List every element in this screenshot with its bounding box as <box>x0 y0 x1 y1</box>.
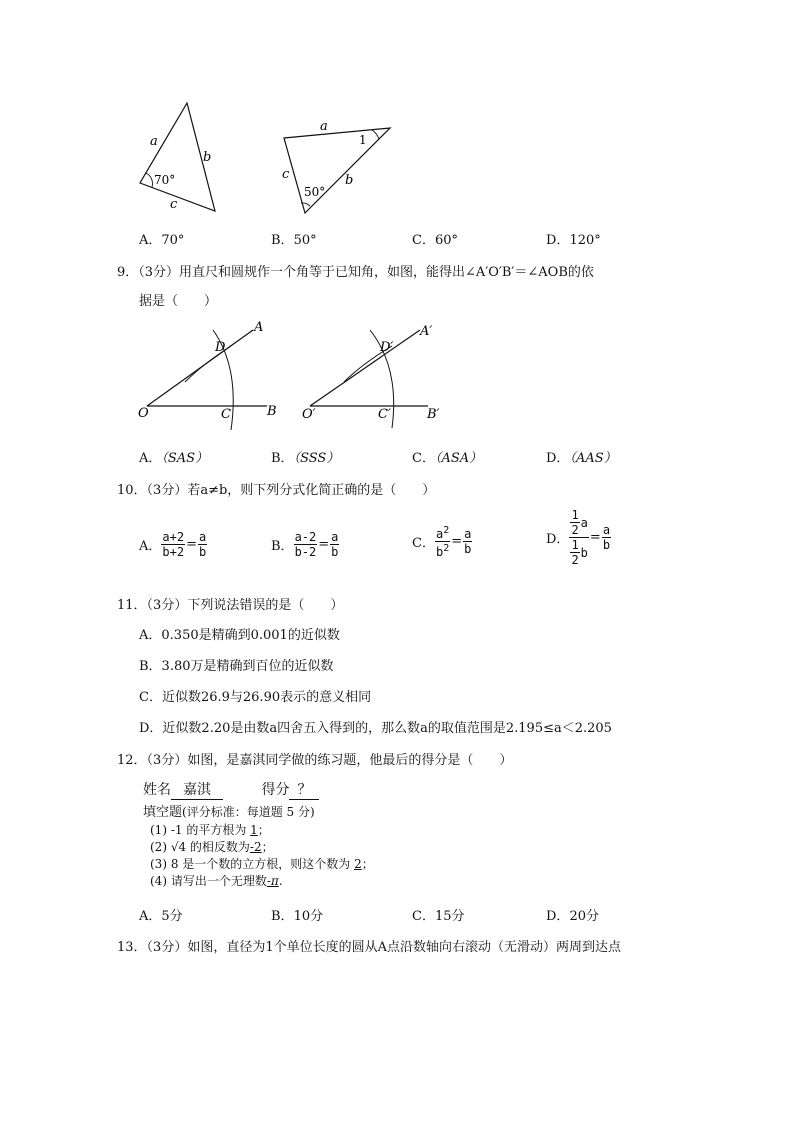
q12-score-label: 得分 <box>261 782 290 798</box>
q11-stem: 11．（3分）下列说法错误的是（ ） <box>117 598 344 613</box>
q8-figure-1 <box>130 95 230 220</box>
q9-fig1-D: D <box>215 340 226 355</box>
q9-stem-line2: 据是（ ） <box>139 294 218 309</box>
q8-figure-2 <box>275 118 400 218</box>
q12-option-c: C．15分 <box>412 909 465 924</box>
q8-option-a: A．70° <box>139 233 185 248</box>
q12-option-b: B．10分 <box>271 909 324 924</box>
q12-option-a: A．5分 <box>139 909 183 924</box>
q8-fig2-angle: 50° <box>304 185 326 199</box>
q12-card-title-row <box>143 801 315 820</box>
q12-score-value: ？ <box>289 779 319 800</box>
q9-fig1-C: C <box>221 407 231 422</box>
q8-fig1-side-b: b <box>203 150 212 165</box>
q12-card-name-row <box>143 779 319 800</box>
q10-option-a: A． $\frac{a+2}{b+2}$ = $\frac{a}{b}$ <box>139 530 207 559</box>
q10-option-c: C． $\frac{a^2}{b^2}$ = $\frac{a}{b}$ <box>412 525 472 559</box>
q8-fig1-side-a: a <box>150 134 158 149</box>
q9-fig2-B: B′ <box>427 407 440 422</box>
q9-stem-line1: 9．（3分）用直尺和圆规作一个角等于已知角，如图，能得出∠A′O′B′＝∠AOB的依 <box>117 265 594 280</box>
q9-fig1-A: A <box>254 320 264 335</box>
q12-card-item-4: (4) 请写出一个无理数-π. <box>150 874 283 888</box>
q9-fig1-O: O <box>138 406 149 421</box>
q10-option-d: D． 1 2 a 1 2 b = $\frac{a}{b}$ <box>546 508 611 567</box>
q9-option-b: B．（SSS） <box>271 451 340 466</box>
q12-card-title: 填空题 <box>143 805 183 820</box>
q8-fig1-side-c: c <box>170 197 178 212</box>
q9-figure-2 <box>300 318 450 433</box>
q12-card-rule: (评分标准：每道题 5 分) <box>182 805 315 819</box>
q8-option-b: B．50° <box>271 233 317 248</box>
q9-fig2-C: C′ <box>378 407 391 422</box>
q11-option-c: C．近似数26.9与26.90表示的意义相同 <box>139 690 372 705</box>
q11-option-a: A．0.350是精确到0.001的近似数 <box>139 628 340 643</box>
q11-option-d: D．近似数2.20是由数a四舍五入得到的，那么数a的取值范围是2.195≤a＜2.205 <box>139 721 612 736</box>
q8-fig2-side-c: c <box>282 167 290 182</box>
q9-option-c: C．（ASA） <box>412 451 483 466</box>
q9-fig2-A: A′ <box>420 324 433 339</box>
q11-option-b: B．3.80万是精确到百位的近似数 <box>139 659 334 674</box>
q9-fig1-B: B <box>267 404 277 419</box>
q8-option-d: D．120° <box>546 233 601 248</box>
q10-stem: 10．（3分）若a≠b，则下列分式化简正确的是（ ） <box>117 483 436 498</box>
q9-fig2-O: O′ <box>302 407 316 422</box>
q9-figure-1 <box>135 318 285 433</box>
q12-name-label: 姓名 <box>143 782 171 798</box>
q8-fig2-side-a: a <box>320 119 328 134</box>
q8-fig1-angle: 70° <box>154 173 176 187</box>
q12-card-item-1: (1) -1 的平方根为 1； <box>150 823 270 837</box>
q8-fig2-angle-1: 1 <box>359 133 367 147</box>
q9-fig2-D: D′ <box>380 340 394 355</box>
q10-option-b: B． $\frac{a-2}{b-2}$ = $\frac{a}{b}$ <box>271 530 339 559</box>
q12-card-item-3: (3) 8 是一个数的立方根，则这个数为 2； <box>150 857 374 871</box>
q8-option-c: C．60° <box>412 233 458 248</box>
q9-option-a: A．（SAS） <box>139 451 209 466</box>
q8-fig2-side-b: b <box>345 173 354 188</box>
q12-option-d: D．20分 <box>546 909 599 924</box>
q13-stem: 13．（3分）如图，直径为1个单位长度的圆从A点沿数轴向右滚动（无滑动）两周到达点 <box>117 940 621 955</box>
q12-name-value: 嘉淇 <box>171 779 223 800</box>
q12-card-item-2: (2) √4 的相反数为-2； <box>150 840 274 854</box>
q12-stem: 12．（3分）如图，是嘉淇同学做的练习题，他最后的得分是（ ） <box>117 753 513 768</box>
q9-option-d: D．（AAS） <box>546 451 617 466</box>
